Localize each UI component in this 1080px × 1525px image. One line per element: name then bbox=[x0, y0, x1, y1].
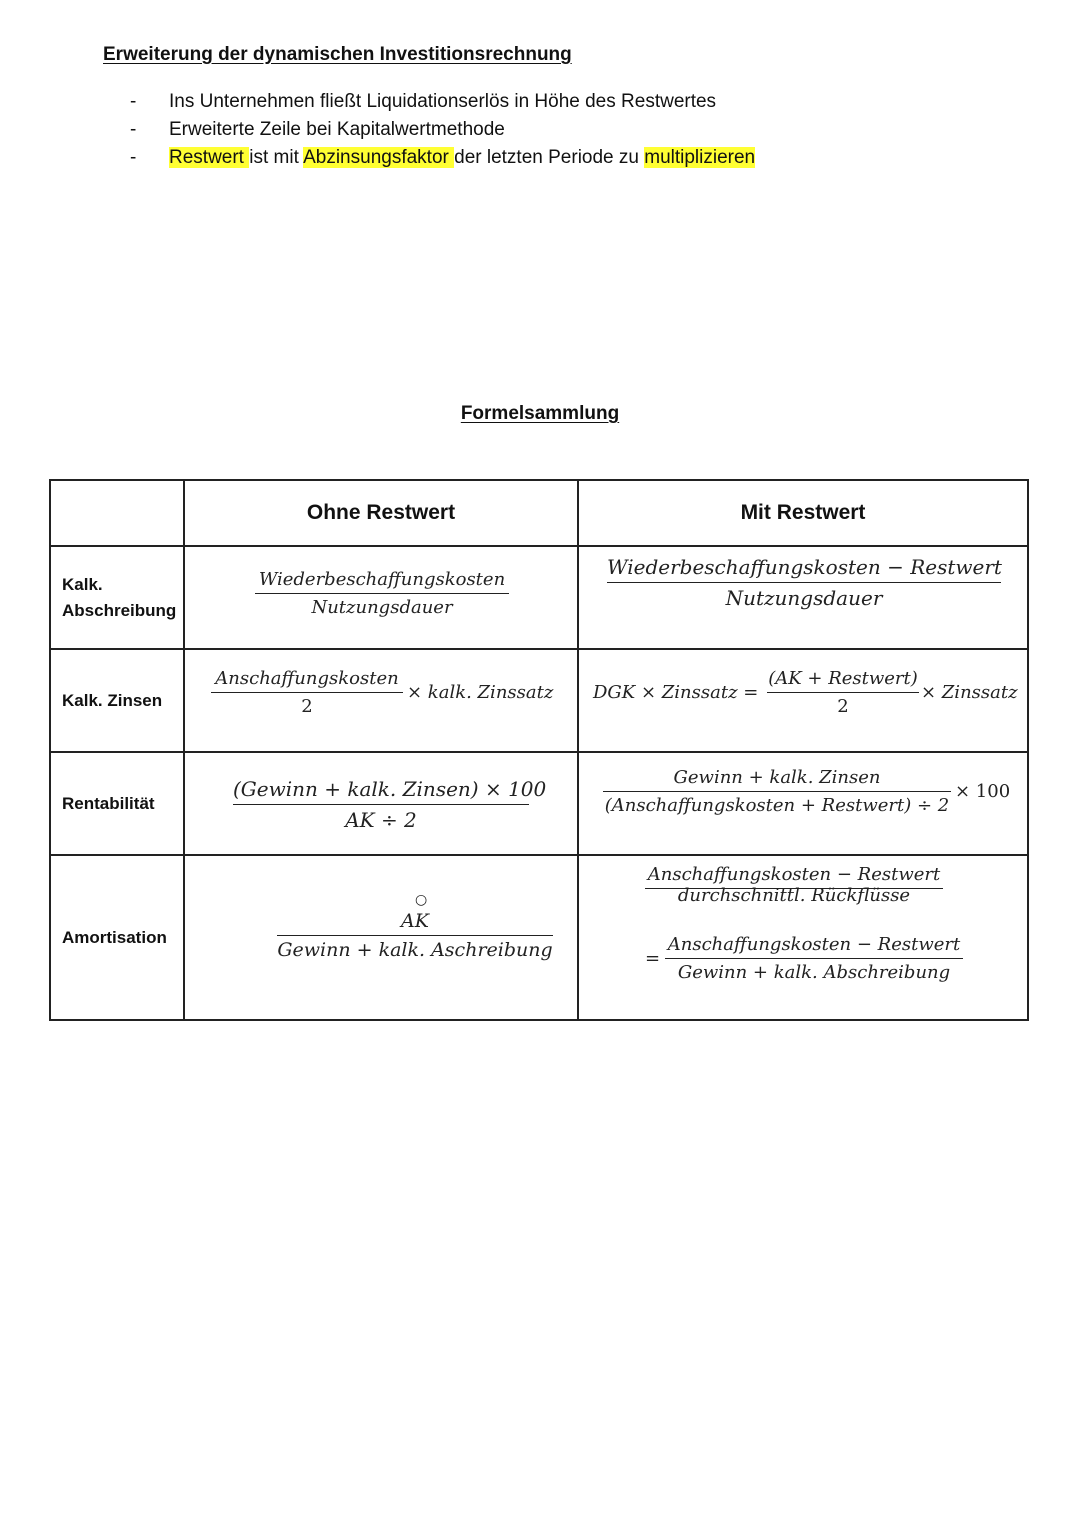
fraction bbox=[211, 668, 403, 717]
bullet-item bbox=[130, 116, 755, 144]
numerator: Anschaffungskosten − Restwert bbox=[667, 934, 961, 955]
circle-mark: ○ bbox=[415, 892, 428, 908]
bullet-dash: - bbox=[130, 147, 137, 168]
bullet-list bbox=[130, 88, 755, 172]
bullet-text: Erweiterte Zeile bei Kapitalwertmethode bbox=[169, 119, 505, 140]
bullet-text: ist mit bbox=[249, 147, 304, 168]
header-ohne-restwert: Ohne Restwert bbox=[184, 480, 578, 546]
header-mit-restwert: Mit Restwert bbox=[578, 480, 1028, 546]
bullet-dash: - bbox=[130, 91, 137, 112]
highlight-abzinsungsfaktor: Abzinsungsfaktor bbox=[303, 147, 455, 168]
numerator: AK bbox=[401, 910, 429, 932]
bullet-text: Ins Unternehmen fließt Liquidationserlös in Höhe des Restwertes bbox=[169, 91, 717, 112]
table-row bbox=[50, 752, 1028, 855]
fraction bbox=[767, 668, 919, 717]
numerator: (AK + Restwert) bbox=[768, 668, 918, 689]
row-label-amortisation: Amortisation bbox=[50, 855, 184, 1020]
denominator: Nutzungsdauer bbox=[725, 586, 883, 610]
row-label-line: Kalk. bbox=[62, 574, 103, 594]
fraction bbox=[603, 767, 951, 816]
table-row bbox=[50, 649, 1028, 752]
formula-heading: Formelsammlung bbox=[460, 403, 620, 424]
formula-prefix: DGK × Zinssatz = bbox=[593, 682, 759, 703]
cell-zinsen-mit bbox=[578, 649, 1028, 752]
equals-sign: = bbox=[645, 948, 661, 969]
cell-abschreibung-ohne bbox=[184, 546, 578, 649]
table-header-row bbox=[50, 480, 1028, 546]
numerator: Wiederbeschaffungskosten bbox=[258, 569, 506, 590]
numerator: Gewinn + kalk. Zinsen bbox=[673, 767, 881, 788]
fraction bbox=[665, 934, 963, 983]
fraction bbox=[255, 569, 509, 618]
formula-suffix: × Zinssatz bbox=[921, 682, 1018, 703]
table-row bbox=[50, 855, 1028, 1020]
row-label-zinsen: Kalk. Zinsen bbox=[50, 649, 184, 752]
denominator: Gewinn + kalk. Abschreibung bbox=[677, 962, 951, 983]
denominator: 2 bbox=[837, 696, 849, 717]
row-label-line: Abschreibung bbox=[62, 600, 177, 620]
formula-suffix: × 100 bbox=[955, 781, 1011, 802]
bullet-text: der letzten Periode zu bbox=[454, 147, 645, 168]
page-heading: Erweiterung der dynamischen Investitionsrechnung bbox=[103, 44, 572, 65]
denominator: AK ÷ 2 bbox=[345, 808, 417, 832]
row-label-rentabilitaet: Rentabilität bbox=[50, 752, 184, 855]
cell-amortisation-ohne bbox=[184, 855, 578, 1020]
denominator: Gewinn + kalk. Aschreibung bbox=[277, 939, 553, 961]
bullet-item bbox=[130, 88, 755, 116]
fraction bbox=[607, 555, 1001, 610]
fraction bbox=[645, 864, 943, 906]
cell-rentabilitaet-mit bbox=[578, 752, 1028, 855]
fraction bbox=[233, 777, 547, 832]
highlight-restwert: Restwert bbox=[169, 147, 250, 168]
cell-rentabilitaet-ohne bbox=[184, 752, 578, 855]
bullet-dash: - bbox=[130, 119, 137, 140]
numerator: (Gewinn + kalk. Zinsen) × 100 bbox=[233, 777, 547, 801]
denominator: 2 bbox=[301, 696, 313, 717]
denominator: Nutzungsdauer bbox=[311, 597, 453, 618]
row-label-abschreibung bbox=[50, 546, 184, 649]
bullet-item bbox=[130, 144, 755, 172]
formula-suffix: × kalk. Zinssatz bbox=[407, 682, 554, 703]
highlight-multiplizieren: multiplizieren bbox=[644, 147, 756, 168]
cell-abschreibung-mit bbox=[578, 546, 1028, 649]
cell-amortisation-mit bbox=[578, 855, 1028, 1020]
fraction bbox=[277, 910, 553, 961]
denominator: durchschnittl. Rückflüsse bbox=[677, 885, 911, 906]
table-row bbox=[50, 546, 1028, 649]
cell-zinsen-ohne bbox=[184, 649, 578, 752]
numerator: Wiederbeschaffungskosten − Restwert bbox=[607, 555, 1002, 579]
numerator: Anschaffungskosten − Restwert bbox=[647, 864, 941, 885]
denominator: (Anschaffungskosten + Restwert) ÷ 2 bbox=[604, 795, 950, 816]
header-empty-cell bbox=[50, 480, 184, 546]
numerator: Anschaffungskosten bbox=[215, 668, 399, 689]
formula-table bbox=[49, 479, 1029, 1021]
